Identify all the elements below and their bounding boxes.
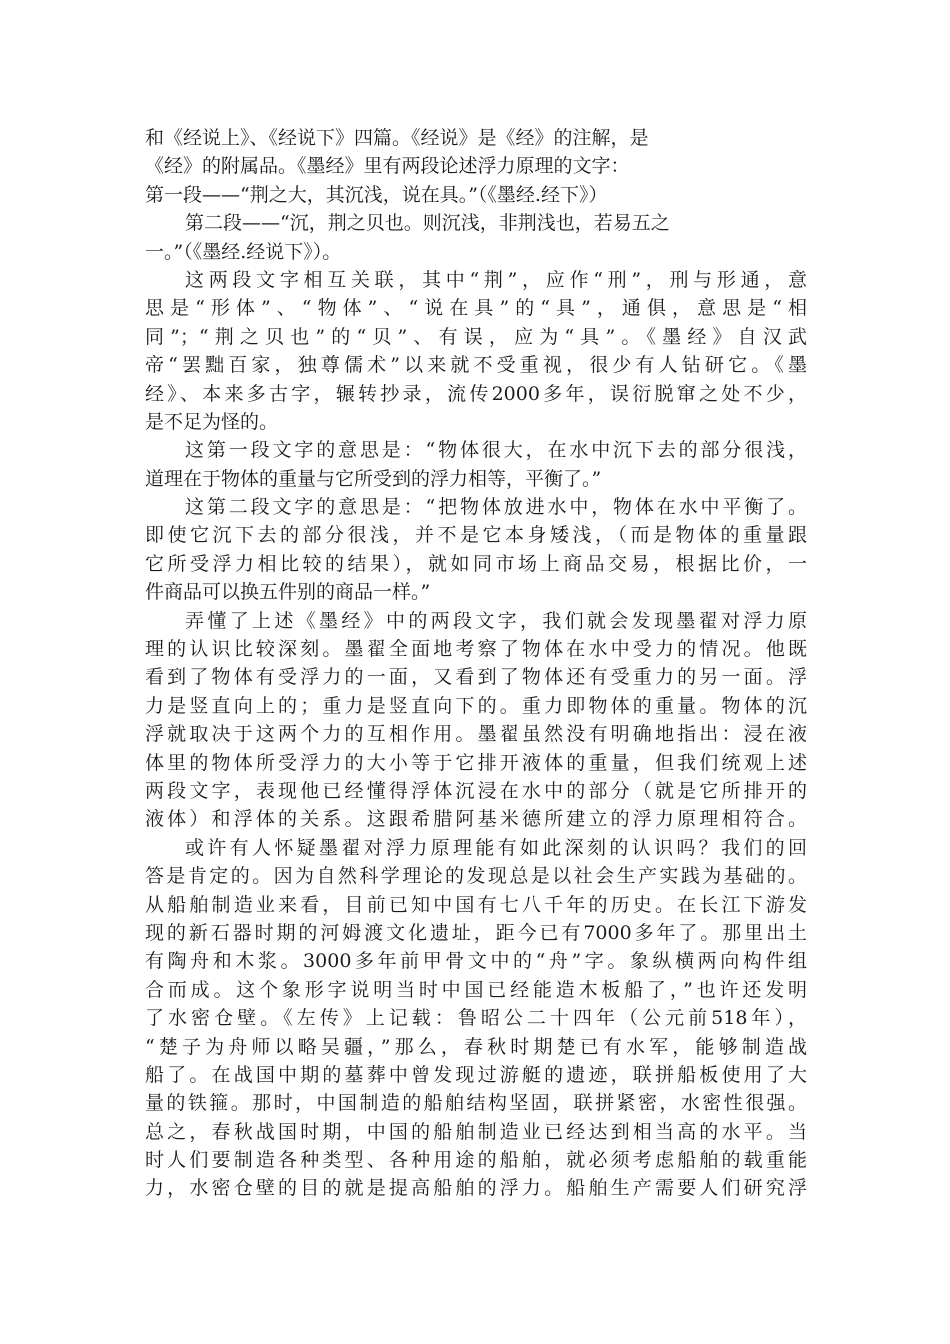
text-line: 这第一段文字的意思是：“物体很大，在水中沉下去的部分很浅， bbox=[185, 439, 807, 462]
text-line: 两段文字，表现他已经懂得浮体沉浸在水中的部分（就是它所排开的 bbox=[145, 779, 807, 802]
text-line: 浮就取决于这两个力的互相作用。墨翟虽然没有明确地指出：浸在液 bbox=[145, 723, 807, 746]
text-line: 现的新石器时期的河姆渡文化遗址，距今已有7000多年了。那里出土 bbox=[145, 921, 807, 944]
text-line: 是不足为怪的。 bbox=[145, 410, 279, 433]
text-line: 力是竖直向上的；重力是竖直向下的。重力即物体的重量。物体的沉 bbox=[145, 694, 807, 717]
text-line: 船了。在战国中期的墓葬中曾发现过游艇的遗迹，联拼船板使用了大 bbox=[145, 1063, 807, 1086]
text-line: 这第二段文字的意思是：“把物体放进水中，物体在水中平衡了。 bbox=[185, 496, 807, 519]
text-line: 答是肯定的。因为自然科学理论的发现总是以社会生产实践为基础的。 bbox=[145, 865, 807, 888]
text-line: 或许有人怀疑墨翟对浮力原理能有如此深刻的认识吗？我们的回 bbox=[185, 836, 807, 859]
text-line: 时人们要制造各种类型、各种用途的船舶，就必须考虑船舶的载重能 bbox=[145, 1149, 807, 1172]
text-line: 思是“形体”、“物体”、“说在具”的“具”，通俱，意思是“相 bbox=[145, 297, 807, 320]
text-line: 总之，春秋战国时期，中国的船舶制造业已经达到相当高的水平。当 bbox=[145, 1120, 807, 1143]
text-line: 帝“罢黜百家，独尊儒术”以来就不受重视，很少有人钻研它。《墨 bbox=[145, 354, 807, 377]
text-line: 理的认识比较深刻。墨翟全面地考察了物体在水中受力的情况。他既 bbox=[145, 638, 807, 661]
text-line: 即使它沉下去的部分很浅，并不是它本身矮浅，（而是物体的重量跟 bbox=[145, 524, 807, 547]
text-line: 它所受浮力相比较的结果），就如同市场上商品交易，根据比价，一 bbox=[145, 552, 807, 575]
text-line: 弄懂了上述《墨经》中的两段文字，我们就会发现墨翟对浮力原 bbox=[185, 609, 807, 632]
text-line: 体里的物体所受浮力的大小等于它排开液体的重量，但我们统观上述 bbox=[145, 751, 807, 774]
text-line: 道理在于物体的重量与它所受到的浮力相等，平衡了。” bbox=[145, 467, 602, 490]
text-line: 同”；“荆之贝也”的“贝”、有误，应为“具”。《墨经》自汉武 bbox=[145, 325, 807, 348]
text-line: 液体）和浮体的关系。这跟希腊阿基米德所建立的浮力原理相符合。 bbox=[145, 808, 807, 831]
text-line: 力，水密仓壁的目的就是提高船舶的浮力。船舶生产需要人们研究浮 bbox=[145, 1177, 807, 1200]
text-line: 这两段文字相互关联，其中“荆”，应作“刑”，刑与形通，意 bbox=[185, 268, 807, 291]
text-line: 合而成。这个象形字说明当时中国已经能造木板船了，”也许还发明 bbox=[145, 978, 807, 1001]
text-line: 从船舶制造业来看，目前已知中国有七八千年的历史。在长江下游发 bbox=[145, 893, 807, 916]
text-line: 量的铁箍。那时，中国制造的船舶结构坚固，联拼紧密，水密性很强。 bbox=[145, 1092, 807, 1115]
text-line: 一。”（《墨经.经说下》）。 bbox=[145, 240, 342, 263]
text-line: 和《经说上》、《经说下》四篇。《经说》是《经》的注解，是 bbox=[145, 127, 649, 149]
text-line: 第二段——“沉，荆之贝也。则沉浅，非荆浅也，若易五之 bbox=[185, 212, 670, 235]
text-line: “楚子为舟师以略吴疆，”那么，春秋时期楚已有水军，能够制造战 bbox=[145, 1035, 807, 1058]
text-line: 件商品可以换五件别的商品一样。” bbox=[145, 581, 431, 604]
text-line: 了水密仓壁。《左传》上记载：鲁昭公二十四年（公元前518年）， bbox=[145, 1007, 807, 1030]
text-line: 看到了物体有受浮力的一面，又看到了物体还有受重力的另一面。浮 bbox=[145, 666, 807, 689]
document-page bbox=[145, 124, 807, 1203]
text-line: 有陶舟和木浆。3000多年前甲骨文中的“舟”字。象纵横两向构件组 bbox=[145, 950, 807, 973]
text-line: 经》、本来多古字，辗转抄录，流传2000多年，误衍脱窜之处不少， bbox=[145, 382, 807, 405]
text-line: 第一段——“荆之大，其沉浅，说在具。”（《墨经.经下》） bbox=[145, 183, 608, 206]
text-line: 《经》的附属品。《墨经》里有两段论述浮力原理的文字： bbox=[145, 155, 630, 178]
